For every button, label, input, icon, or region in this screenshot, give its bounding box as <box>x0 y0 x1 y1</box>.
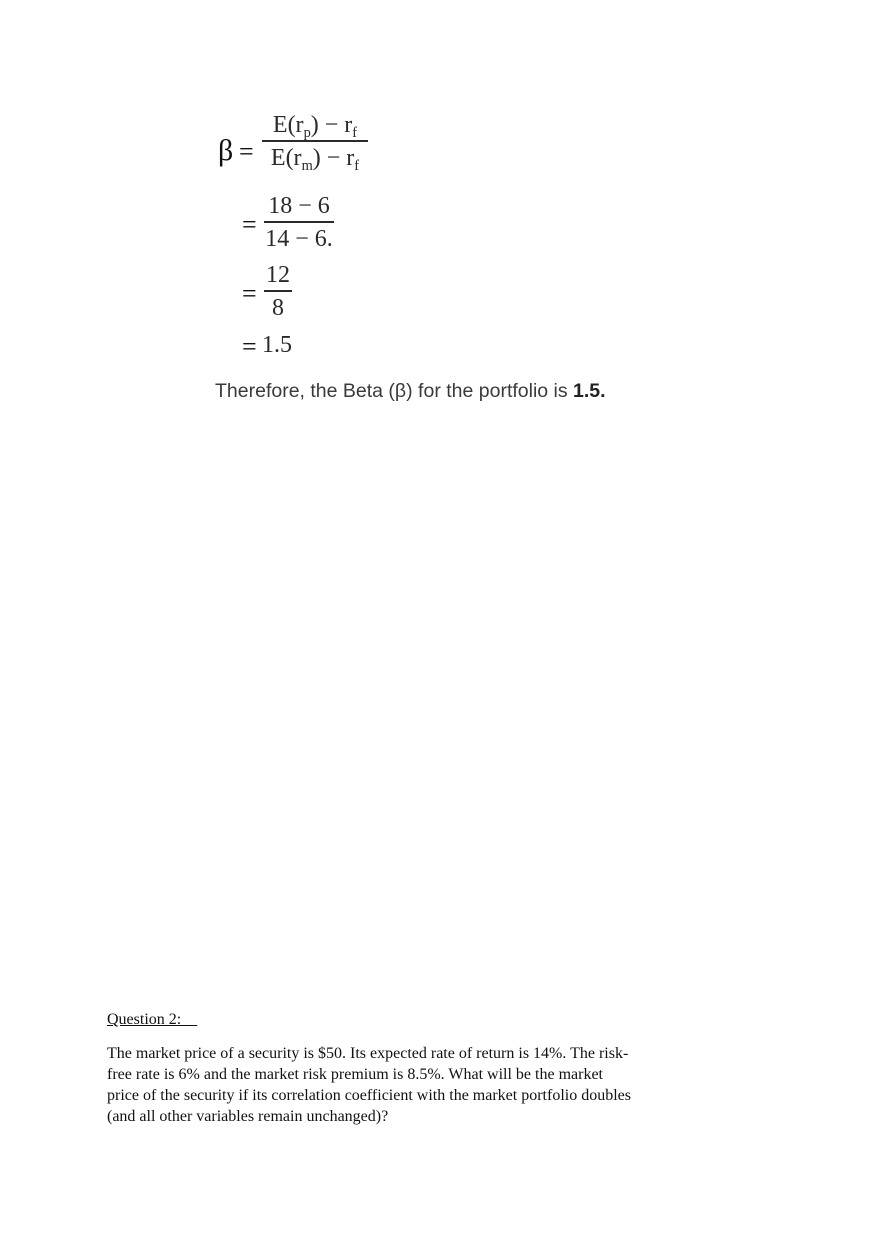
conclusion-value: 1.5. <box>573 380 606 402</box>
equals-sign: = <box>242 279 257 308</box>
beta-fraction <box>262 112 368 174</box>
values-denominator: 14 − 6. <box>265 225 333 252</box>
simplified-numerator: 12 <box>266 262 290 288</box>
question-line: (and all other variables remain unchanged)? <box>107 1108 389 1125</box>
equals-sign: = <box>242 210 257 239</box>
simplified-fraction <box>264 263 292 320</box>
values-fraction <box>264 194 334 251</box>
beta-symbol: β <box>218 134 234 167</box>
equals-sign: = <box>239 137 254 166</box>
question-title: Question 2: <box>107 1011 198 1028</box>
conclusion-text: Therefore, the Beta (β) for the portfolio is 1.5. <box>215 380 606 402</box>
beta-denominator: $E(r_m) - r_f$ <box>270 144 360 174</box>
fraction-bar <box>264 221 334 223</box>
beta-numerator: $E(r_p) - r_f$ <box>272 112 358 142</box>
values-numerator: 18 − 6 <box>268 193 330 219</box>
question-line: free rate is 6% and the market risk premium is 8.5%. What will be the market <box>107 1066 603 1083</box>
question-line: price of the security if its correlation coefficient with the market portfolio doubles <box>107 1087 631 1104</box>
question-line: The market price of a security is $50. Its expected rate of return is 14%. The risk- <box>107 1045 629 1062</box>
simplified-denominator: 8 <box>272 294 284 321</box>
beta-result: 1.5 <box>262 332 292 358</box>
equals-sign: = <box>242 332 257 361</box>
fraction-bar <box>264 290 292 292</box>
question-body <box>107 1043 647 1127</box>
